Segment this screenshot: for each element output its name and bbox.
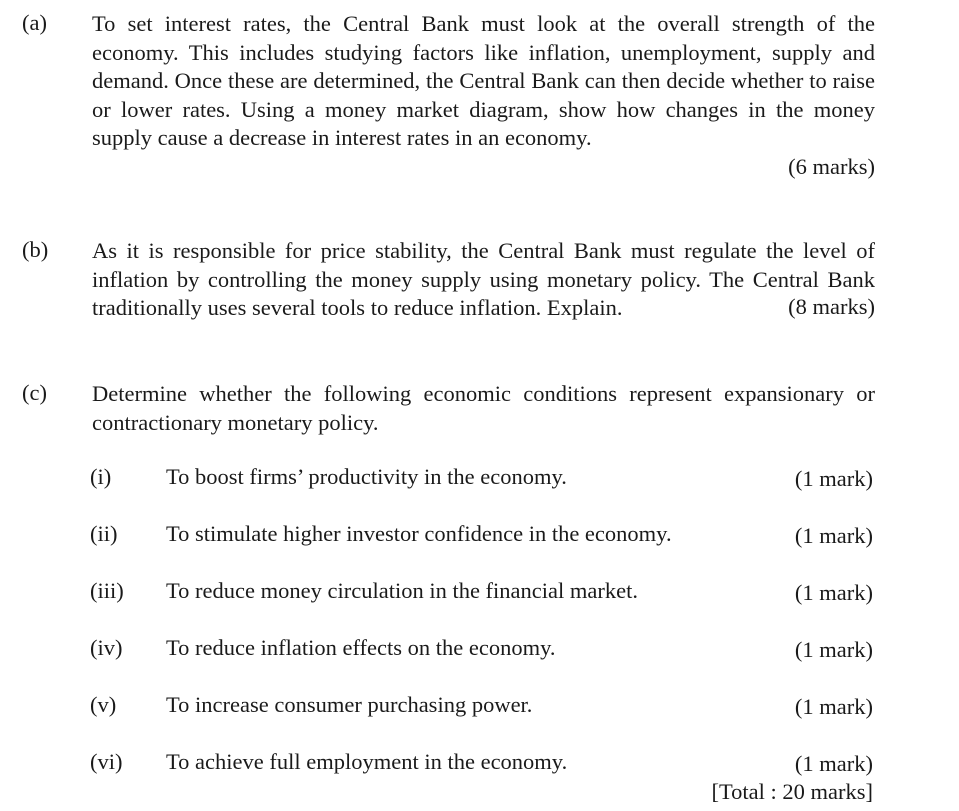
question-c-label: (c) [22,380,47,405]
question-a-text: To set interest rates, the Central Bank must look at the overall strength of the economy. This includes studying factors like inflation, unemployment, supply and demand. Once these are determined, the Central Bank can then decide whether to raise or lower rates. Using a money market diagram, show how changes in the money supply cause a decrease in interest rates in an economy. [92,11,875,150]
item-marks: (1 mark) [794,580,873,605]
item-text: To achieve full employment in the economy. [166,749,568,774]
item-label: (v) [90,692,117,717]
question-c-text: Determine whether the following economic conditions represent expansionary or contractionary monetary policy. [92,381,875,435]
item-text: To reduce inflation effects on the economy. [166,635,556,660]
item-text: To increase consumer purchasing power. [166,692,533,717]
item-marks: (1 mark) [794,466,873,491]
item-marks: (1 mark) [794,694,873,719]
question-b-marks: (8 marks) [788,294,875,319]
question-b-label: (b) [22,237,49,262]
item-marks: (1 mark) [794,637,873,662]
item-label: (iii) [90,578,124,603]
item-label: (iv) [90,635,123,660]
item-label: (i) [90,464,112,489]
item-text: To boost firms’ productivity in the economy. [166,464,567,489]
item-label: (ii) [90,521,118,546]
question-b-text: As it is responsible for price stability, the Central Bank must regulate the level of inflation by controlling the money supply using monetary policy. The Central Bank traditionally uses several tools to reduce inflation. Explain. [92,238,875,320]
item-text: To stimulate higher investor confidence in the economy. [166,521,672,546]
item-label: (vi) [90,749,123,774]
question-a-marks: (6 marks) [788,154,875,179]
item-text: To reduce money circulation in the financial market. [166,578,638,603]
question-a-label: (a) [22,10,47,35]
item-marks: (1 mark) [794,751,873,776]
total-marks: [Total : 20 marks] [711,779,873,804]
item-marks: (1 mark) [794,523,873,548]
